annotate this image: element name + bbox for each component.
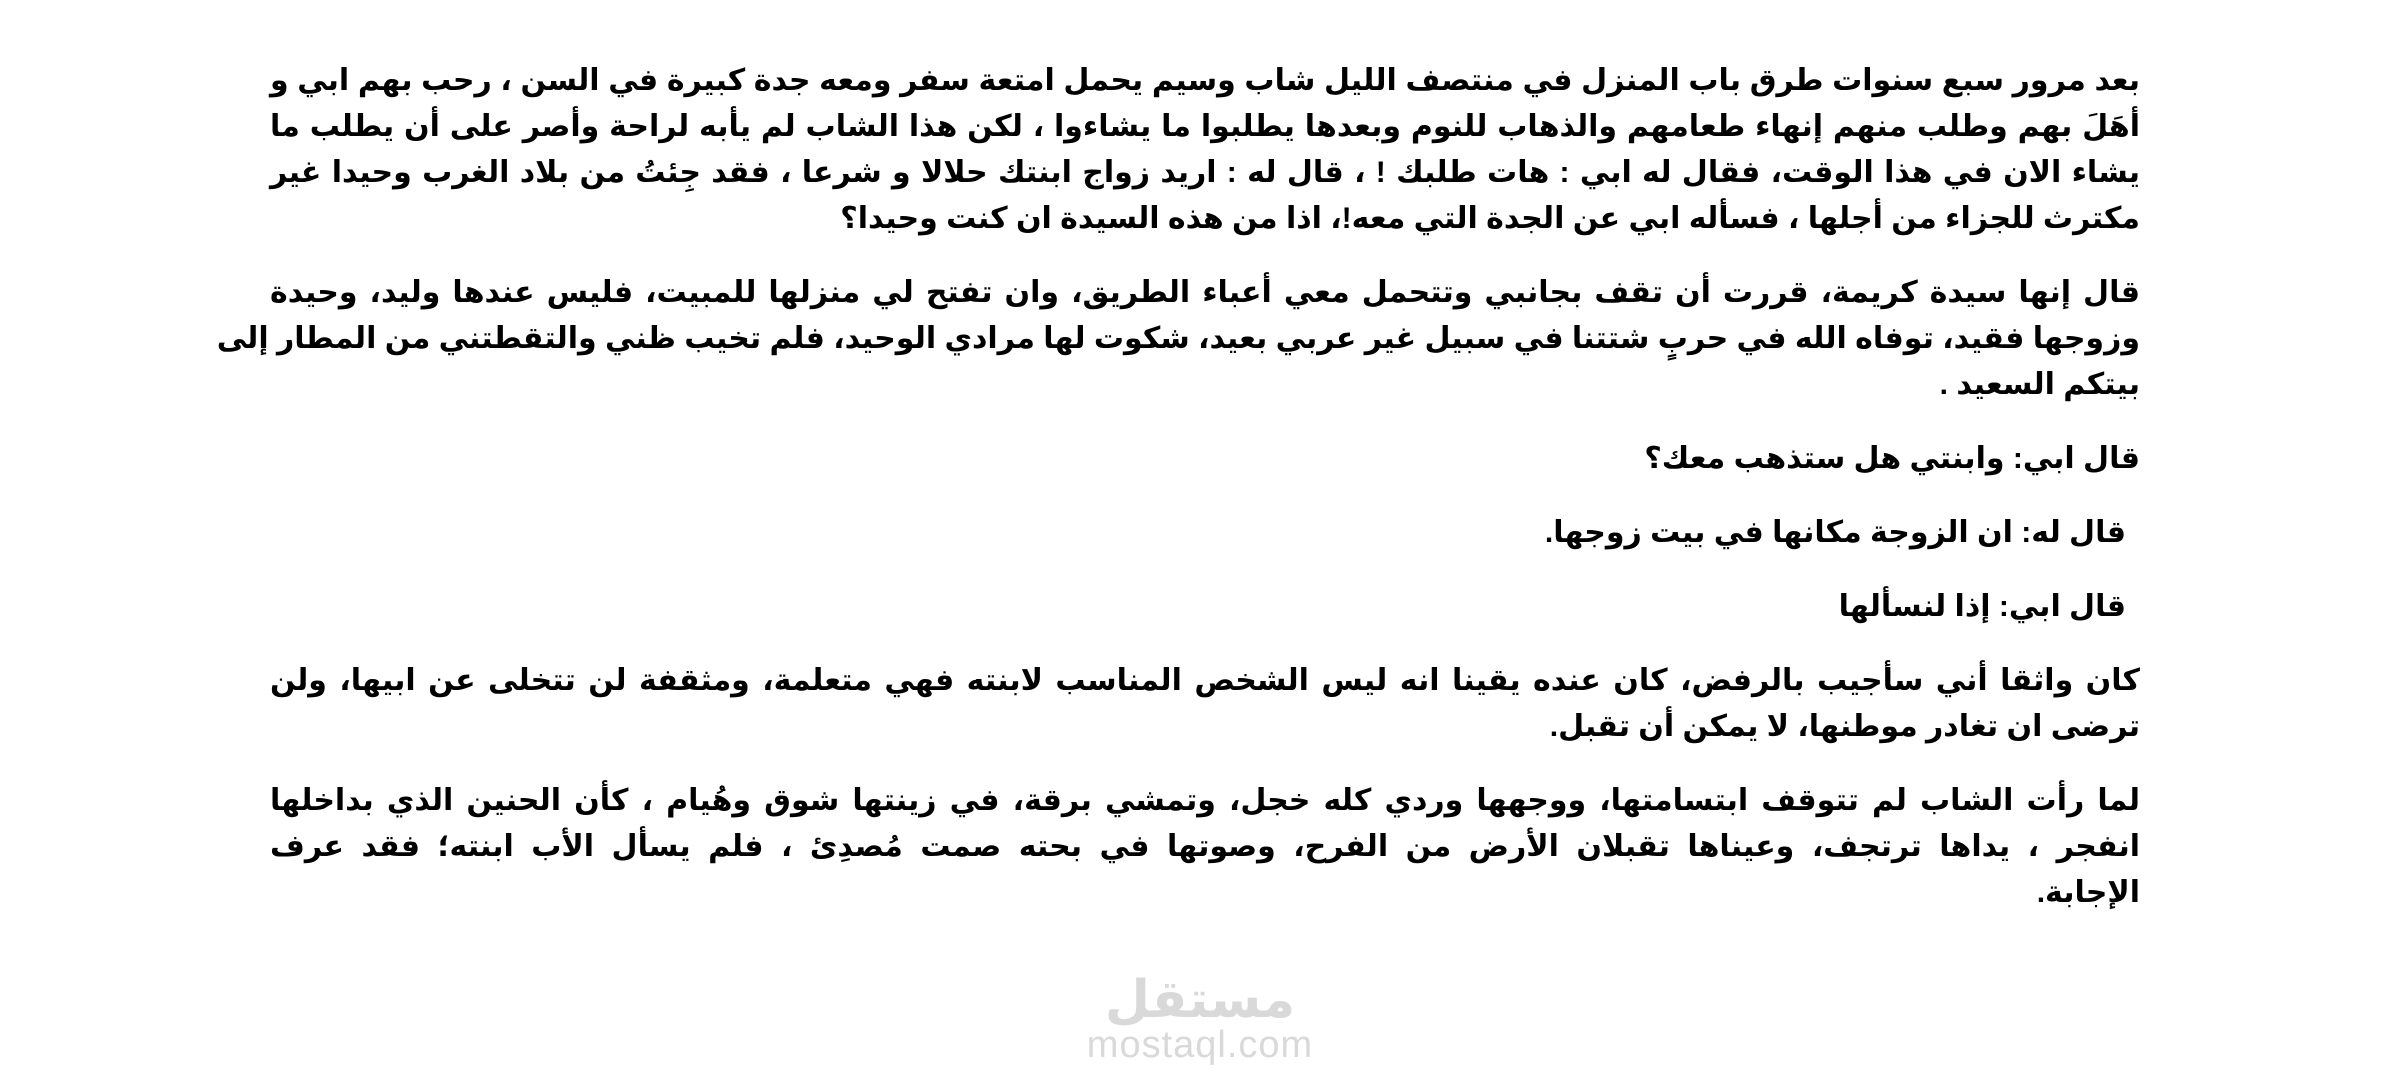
text-line: ترضى ان تغادر موطنها، لا يمكن أن تقبل. <box>1549 710 2140 743</box>
text-line: كان واثقا أني سأجيب بالرفض، كان عنده يقينا انه ليس الشخص المناسب لابنته فهي متعلمة، ومثقفة لن تتخلى عن ابيها، ولن <box>270 664 2140 697</box>
paragraph-young-man-reply <box>270 510 2140 556</box>
paragraph-confidence <box>270 658 2140 750</box>
text-line: قال ابي: إذا لنسألها <box>1838 590 2126 623</box>
watermark <box>1040 971 1360 1066</box>
text-line: مكترث للجزاء من أجلها ، فسأله ابي عن الجدة التي معه!، اذا من هذه السيدة ان كنت وحيدا؟ <box>840 202 2140 235</box>
text-line: يشاء الان في هذا الوقت، فقال له ابي : هات طلبك ! ، قال له : اريد زواج ابنتك حلالا و شرعا ، فقد جِئتُ من بلاد الغرب وحيدا غير <box>270 156 2140 189</box>
text-line: بعد مرور سبع سنوات طرق باب المنزل في منتصف الليل شاب وسيم يحمل امتعة سفر ومعه جدة كبيرة في السن ، رحب بهم ابي و <box>270 64 2140 97</box>
paragraph-father-question <box>270 436 2140 482</box>
paragraph-grandmother <box>216 270 2140 408</box>
paragraph-father-reply <box>270 584 2140 630</box>
text-line: انفجر ، يداها ترتجف، وعيناها تقبلان الأرض من الفرح، وصوتها في بحته صمت مُصدِئ ، فلم يسأل الأب ابنته؛ فقد عرف <box>270 830 2140 863</box>
paragraph-daughter-answer <box>270 778 2140 916</box>
text-line: أهَلَ بهم وطلب منهم إنهاء طعامهم والذهاب للنوم وبعدها يطلبوا ما يشاءوا ، لكن هذا الشاب لم يأبه لراحة وأصر على أن يطلب ما <box>270 110 2140 143</box>
text-line: قال ابي: وابنتي هل ستذهب معك؟ <box>1644 442 2140 475</box>
paragraph-arrival <box>270 58 2140 242</box>
text-line: قال له: ان الزوجة مكانها في بيت زوجها. <box>1544 516 2126 549</box>
text-line: بيتكم السعيد . <box>1939 368 2140 401</box>
text-line: لما رأت الشاب لم تتوقف ابتسامتها، ووجهها وردي كله خجل، وتمشي برقة، في زينتها شوق وهُيام ، كأن الحنين الذي بداخلها <box>270 784 2140 817</box>
watermark-latin: mostaql.com <box>1086 1024 1314 1066</box>
document-body <box>216 58 2140 916</box>
text-line: الإجابة. <box>2036 876 2140 909</box>
text-line: وزوجها فقيد، توفاه الله في حربٍ شتتنا في سبيل غير عربي بعيد، شكوت لها مرادي الوحيد، فلم تخيب ظني والتقطتني من المطار إلى <box>216 322 2140 355</box>
watermark-arabic: مستقل <box>1104 971 1296 1029</box>
text-line: قال إنها سيدة كريمة، قررت أن تقف بجانبي وتتحمل معي أعباء الطريق، وان تفتح لي منزلها للمبيت، فليس عندها وليد، وحيدة <box>270 276 2140 309</box>
